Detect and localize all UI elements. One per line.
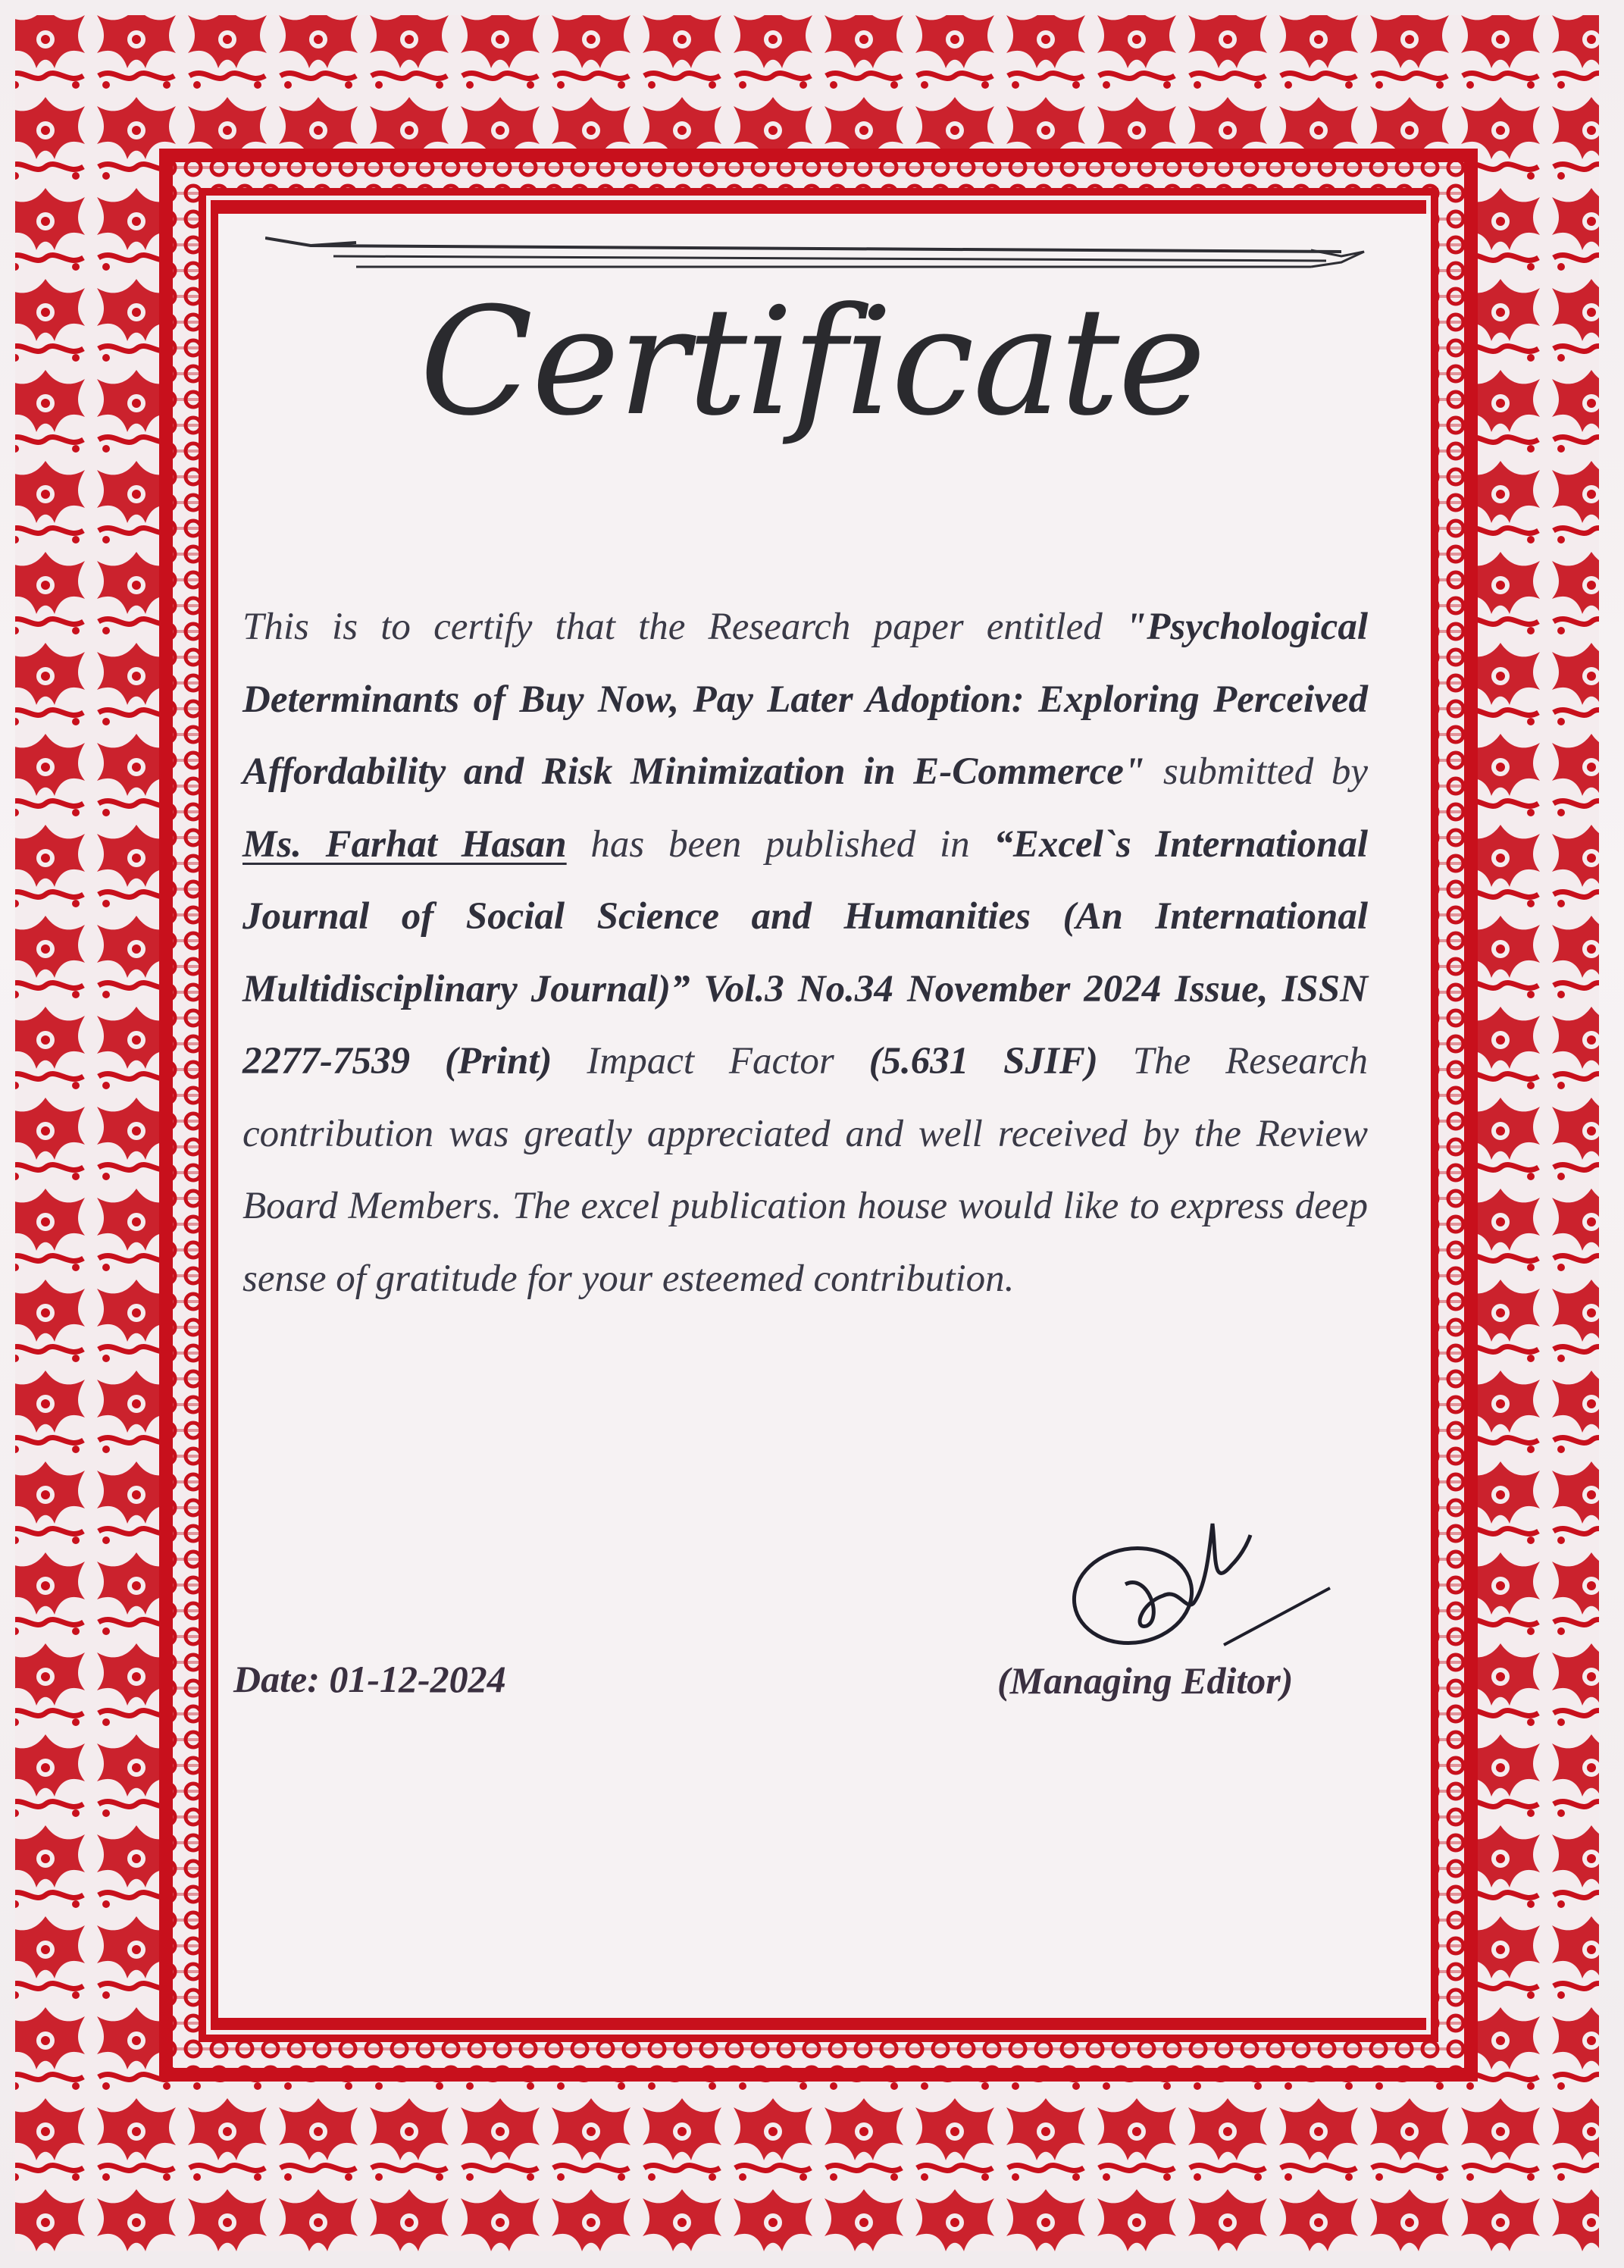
decorative-rule <box>265 229 1372 274</box>
body-intro: This is to certify that the Research paper entitled <box>243 606 1125 648</box>
journal-details: “Excel`s International Journal of Social Science and Humanities (An International Multidisciplinary Journal)” Vol.3 No.34 November 2024 Issue, ISSN 2277-7539 (Print) <box>243 822 1368 1082</box>
issue-date: Date: 01-12-2024 <box>233 1658 506 1700</box>
signatory-title: (Managing Editor) <box>997 1659 1294 1702</box>
author-name: Ms. Farhat Hasan <box>243 822 567 866</box>
impact-factor: (5.631 SJIF) <box>868 1040 1098 1082</box>
paper-title: "Psychological Determinants of Buy Now, Pay Later Adoption: Exploring Perceived Affordability and Risk Minimization in E-Commerce" <box>243 606 1368 793</box>
body-published: has been published in <box>566 822 994 866</box>
certificate-title <box>0 276 1624 449</box>
certificate-title-text: Certificate <box>419 276 1205 449</box>
certificate-body <box>243 591 1368 1315</box>
body-closing: The Research contribution was greatly appreciated and well received by the Review Board Members. The excel publication house would like to express deep sense of gratitude for your esteemed contribution. <box>243 1040 1368 1300</box>
handwritten-signature <box>1057 1512 1345 1664</box>
body-impact-label: Impact Factor <box>552 1040 869 1082</box>
body-submitted: submitted by <box>1145 750 1368 793</box>
